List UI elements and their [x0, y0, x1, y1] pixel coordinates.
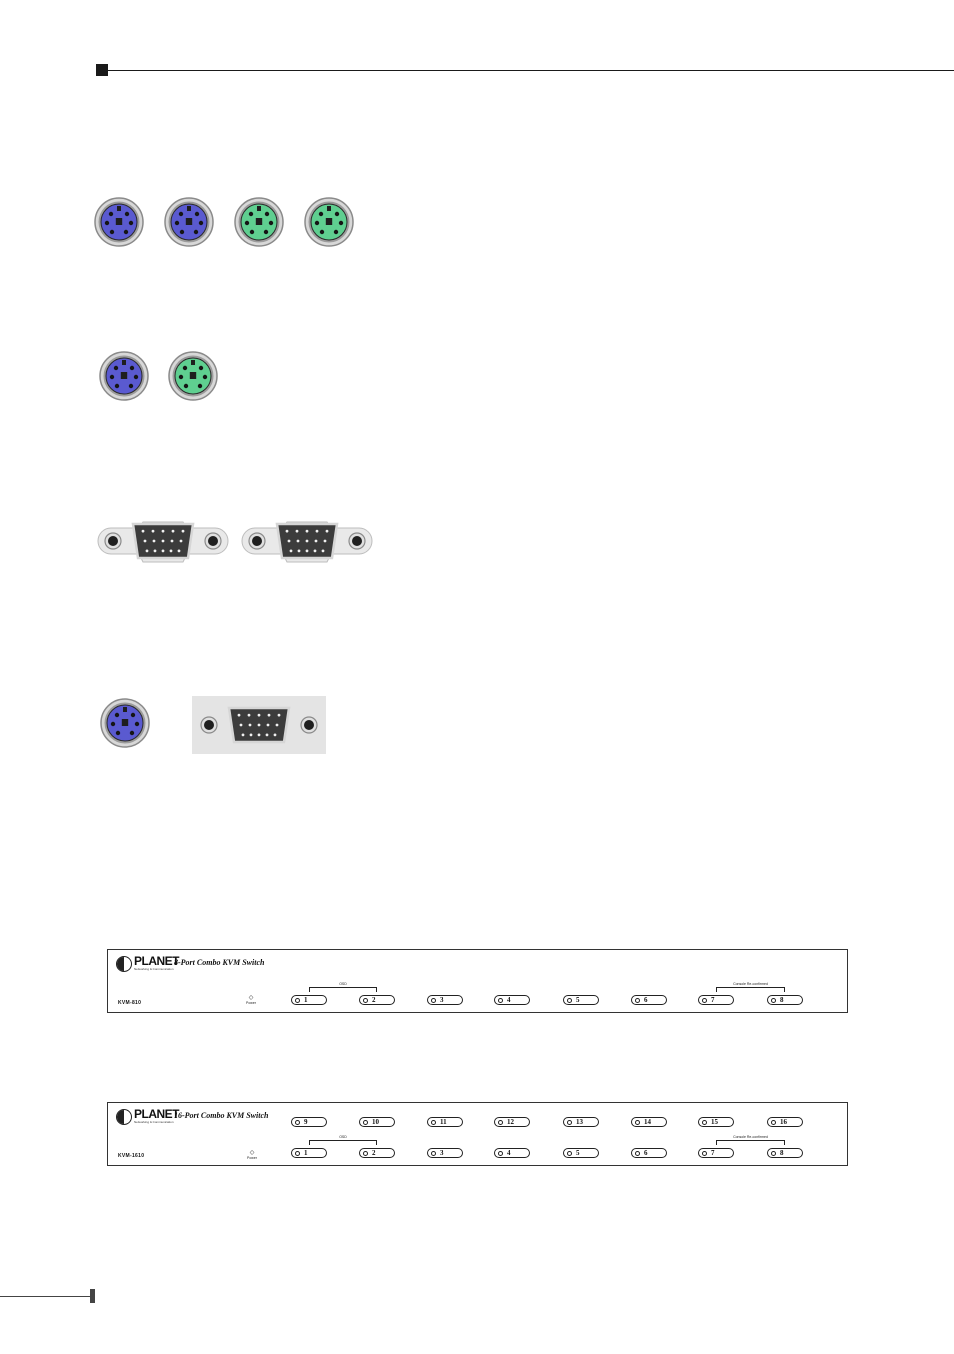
- port-led-icon: [635, 1120, 640, 1125]
- port-3-button[interactable]: [427, 995, 463, 1005]
- port-led-icon: [431, 1120, 436, 1125]
- port-number: 3: [440, 995, 444, 1004]
- port-number: 2: [372, 1148, 376, 1157]
- port-led-icon: [702, 998, 707, 1003]
- header-square-marker: [96, 64, 108, 76]
- port-led-icon: [295, 1151, 300, 1156]
- port-led-icon: [498, 1120, 503, 1125]
- power-label: Power: [246, 1001, 256, 1005]
- port-14-button[interactable]: [631, 1117, 667, 1127]
- port-15-button[interactable]: [698, 1117, 734, 1127]
- ps2-keyboard-port-icon: [162, 195, 216, 249]
- port-number: 9: [304, 1117, 308, 1126]
- ps2-mouse-port-icon: [302, 195, 356, 249]
- port-2-button[interactable]: [359, 995, 395, 1005]
- port-16-button[interactable]: [767, 1117, 803, 1127]
- ps2-keyboard-port-icon: [92, 195, 146, 249]
- port-11-button[interactable]: [427, 1117, 463, 1127]
- ps2-keyboard-port-icon: [97, 349, 151, 403]
- port-led-icon: [498, 998, 503, 1003]
- kvm-1610-front-panel: [107, 1102, 848, 1166]
- port-number: 7: [711, 1148, 715, 1157]
- ps2-mouse-port-icon: [232, 195, 286, 249]
- port-led-icon: [635, 998, 640, 1003]
- planet-logo-icon: [116, 1109, 132, 1125]
- port-1-button[interactable]: [291, 995, 327, 1005]
- port-led-icon: [567, 998, 572, 1003]
- planet-tagline: Networking & Communication: [134, 1120, 174, 1124]
- port-led-icon: [363, 998, 368, 1003]
- port-number: 4: [507, 995, 511, 1004]
- planet-brand: PLANET: [134, 954, 179, 968]
- port-led-icon: [498, 1151, 503, 1156]
- power-indicator: [242, 995, 260, 1005]
- port-number: 11: [440, 1117, 447, 1126]
- kvm-810-front-panel: [107, 949, 848, 1013]
- port-4-button[interactable]: [494, 1148, 530, 1158]
- port-number: 14: [644, 1117, 651, 1126]
- port-led-icon: [567, 1151, 572, 1156]
- port-led-icon: [295, 1120, 300, 1125]
- port-6-button[interactable]: [631, 1148, 667, 1158]
- model-label: KVM-1610: [118, 1153, 145, 1159]
- port-number: 16: [780, 1117, 787, 1126]
- footer-tick-marker: [90, 1289, 95, 1303]
- port-led-icon: [702, 1120, 707, 1125]
- port-4-button[interactable]: [494, 995, 530, 1005]
- port-led-icon: [771, 998, 776, 1003]
- port-led-icon: [295, 998, 300, 1003]
- planet-logo-icon: [116, 956, 132, 972]
- vga-port-icon: [93, 511, 233, 571]
- port-number: 15: [711, 1117, 718, 1126]
- port-6-button[interactable]: [631, 995, 667, 1005]
- port-3-button[interactable]: [427, 1148, 463, 1158]
- port-8-button[interactable]: [767, 1148, 803, 1158]
- port-led-icon: [363, 1151, 368, 1156]
- port-number: 8: [780, 995, 784, 1004]
- port-led-icon: [431, 998, 436, 1003]
- port-number: 6: [644, 1148, 648, 1157]
- ps2-keyboard-port-icon: [98, 696, 152, 750]
- power-led-icon: ◇: [249, 1150, 255, 1156]
- port-number: 1: [304, 1148, 308, 1157]
- footer-rule: [0, 1296, 92, 1297]
- port-number: 6: [644, 995, 648, 1004]
- port-led-icon: [431, 1151, 436, 1156]
- port-10-button[interactable]: [359, 1117, 395, 1127]
- port-12-button[interactable]: [494, 1117, 530, 1127]
- console-reconfirmed-bracket: [716, 1140, 785, 1145]
- port-led-icon: [635, 1151, 640, 1156]
- port-led-icon: [363, 1120, 368, 1125]
- port-led-icon: [771, 1151, 776, 1156]
- port-number: 12: [507, 1117, 514, 1126]
- console-reconfirmed-bracket: [716, 987, 785, 992]
- osd-bracket-label: OSD: [339, 1135, 347, 1139]
- planet-logo: [116, 1108, 179, 1130]
- port-number: 10: [372, 1117, 379, 1126]
- port-number: 5: [576, 1148, 580, 1157]
- port-number: 2: [372, 995, 376, 1004]
- port-number: 4: [507, 1148, 511, 1157]
- power-indicator: [243, 1150, 261, 1160]
- port-7-button[interactable]: [698, 995, 734, 1005]
- planet-tagline: Networking & Communication: [134, 967, 174, 971]
- ps2-mouse-port-icon: [166, 349, 220, 403]
- panel-title: 8-Port Combo KVM Switch: [174, 958, 265, 967]
- port-led-icon: [771, 1120, 776, 1125]
- port-1-button[interactable]: [291, 1148, 327, 1158]
- port-number: 8: [780, 1148, 784, 1157]
- power-led-icon: ◇: [248, 995, 254, 1001]
- port-13-button[interactable]: [563, 1117, 599, 1127]
- console-reconfirmed-bracket-label: Console Re-confirmed: [733, 982, 768, 986]
- planet-brand: PLANET: [134, 1107, 179, 1121]
- port-led-icon: [567, 1120, 572, 1125]
- port-5-button[interactable]: [563, 1148, 599, 1158]
- port-number: 5: [576, 995, 580, 1004]
- port-2-button[interactable]: [359, 1148, 395, 1158]
- vga-port-icon: [237, 511, 377, 571]
- vga-port-icon: [189, 695, 329, 755]
- port-5-button[interactable]: [563, 995, 599, 1005]
- port-7-button[interactable]: [698, 1148, 734, 1158]
- port-number: 1: [304, 995, 308, 1004]
- header-rule: [108, 70, 954, 71]
- planet-logo: [116, 955, 179, 977]
- model-label: KVM-810: [118, 1000, 142, 1006]
- osd-bracket: [309, 1140, 377, 1145]
- port-number: 7: [711, 995, 715, 1004]
- port-number: 13: [576, 1117, 583, 1126]
- port-9-button[interactable]: [291, 1117, 327, 1127]
- port-number: 3: [440, 1148, 444, 1157]
- power-label: Power: [247, 1156, 257, 1160]
- port-8-button[interactable]: [767, 995, 803, 1005]
- console-reconfirmed-bracket-label: Console Re-confirmed: [733, 1135, 768, 1139]
- osd-bracket-label: OSD: [339, 982, 347, 986]
- osd-bracket: [309, 987, 377, 992]
- panel-title: 16-Port Combo KVM Switch: [174, 1111, 269, 1120]
- port-led-icon: [702, 1151, 707, 1156]
